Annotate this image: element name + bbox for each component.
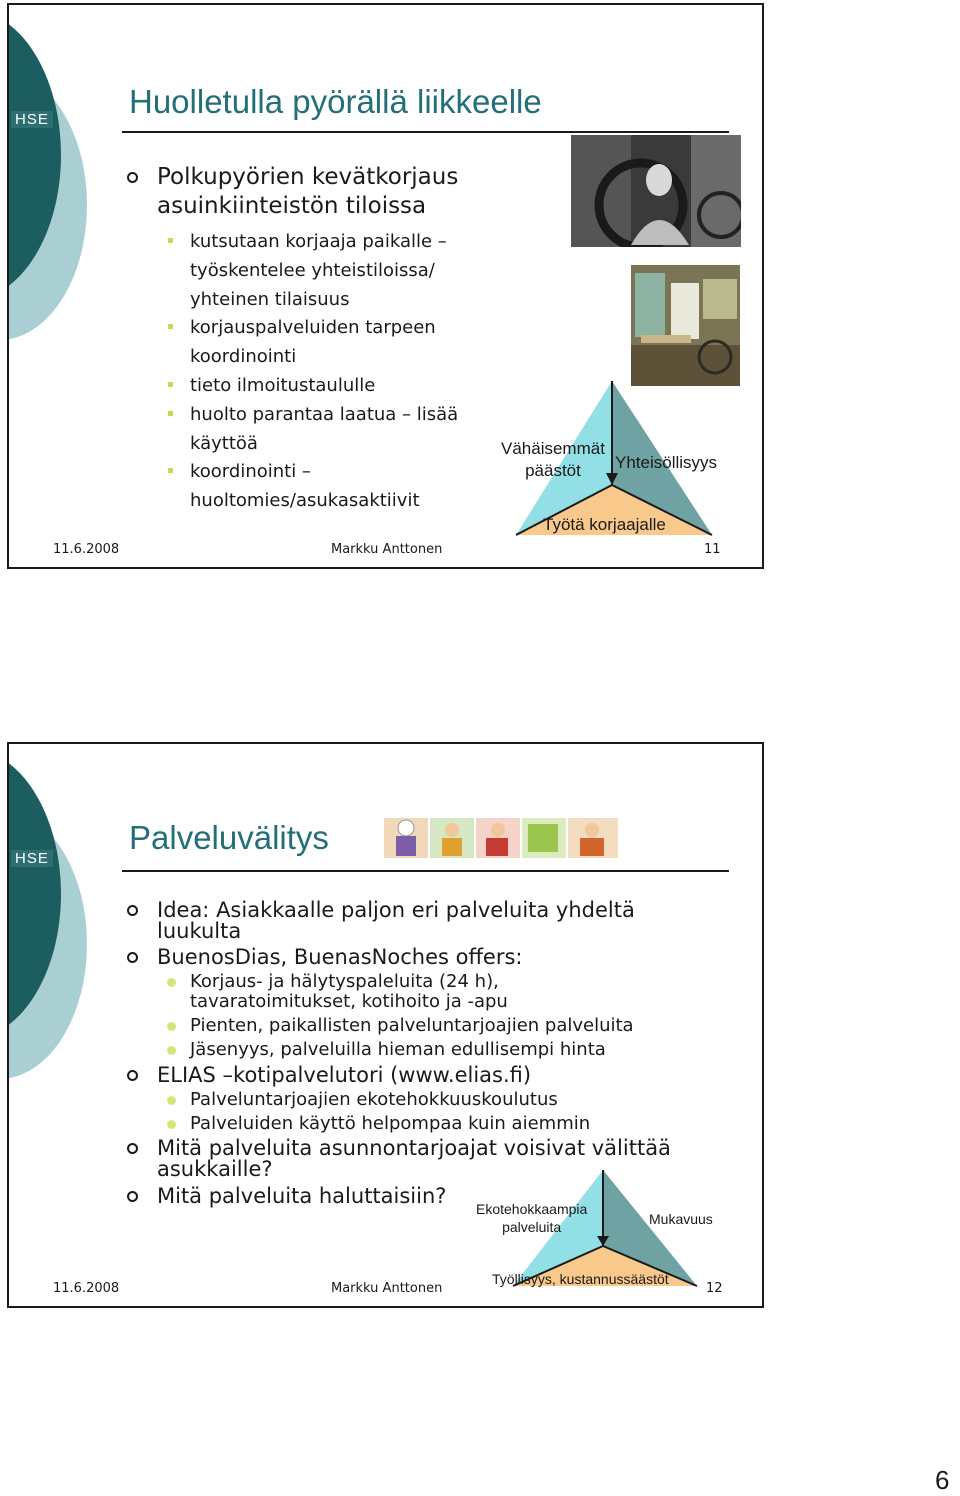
title-divider <box>122 870 729 872</box>
dot-bullet-icon <box>167 1096 176 1105</box>
hse-logo: HSE <box>11 111 53 128</box>
slide-11 <box>7 3 764 569</box>
hse-logo: HSE <box>11 850 53 867</box>
footer-page: 12 <box>706 1281 723 1296</box>
sub-bullet: Jäsenyys, palveluilla hieman edullisempi hinta <box>190 1040 606 1060</box>
footer-author: Markku Anttonen <box>331 542 443 557</box>
slide-decoration <box>9 5 99 569</box>
footer-date: 11.6.2008 <box>53 542 120 557</box>
sub-bullet: koordinointi – huoltomies/asukasaktiivit <box>190 457 420 515</box>
triangle-left-label: Vähäisemmät päästöt <box>501 439 605 480</box>
triangle-bottom-label: Työllisyys, kustannussäästöt <box>492 1271 669 1287</box>
bullet-level1: Idea: Asiakkaalle paljon eri palveluita yhdeltä luukulta <box>157 900 635 942</box>
sub-bullet: Korjaus- ja hälytyspaleluita (24 h), tavaratoimitukset, kotihoito ja -apu <box>190 972 508 1012</box>
sub-bullet: kutsutaan korjaaja paikalle – työskentelee yhteistiloissa/ yhteinen tilaisuus <box>190 227 447 314</box>
bicycle-repair-photo <box>571 135 741 247</box>
triangle-right-label: Mukavuus <box>649 1211 713 1227</box>
page-number: 6 <box>935 1465 950 1495</box>
dot-bullet-icon <box>167 1046 176 1055</box>
slide-title: Palveluvälitys <box>129 819 329 856</box>
bullet-level1: Polkupyörien kevätkorjaus asuinkiinteistön tiloissa <box>157 163 458 221</box>
circle-bullet-icon <box>127 1191 138 1202</box>
service-workers-clipart <box>382 816 622 860</box>
bullet-level1: BuenosDias, BuenasNoches offers: <box>157 947 523 968</box>
square-bullet-icon <box>168 411 173 416</box>
sub-bullet: Pienten, paikallisten palveluntarjoajien palveluita <box>190 1016 634 1036</box>
square-bullet-icon <box>168 238 173 243</box>
circle-bullet-icon <box>127 905 138 916</box>
bullet-level1: ELIAS –kotipalvelutori (www.elias.fi) <box>157 1065 531 1086</box>
triangle-right-label: Yhteisöllisyys <box>615 453 718 472</box>
circle-bullet-icon <box>127 1070 138 1081</box>
footer-author: Markku Anttonen <box>331 1281 443 1296</box>
square-bullet-icon <box>168 382 173 387</box>
slide-12 <box>7 742 764 1308</box>
slide-decoration <box>9 744 99 1308</box>
sub-bullet: korjauspalveluiden tarpeen koordinointi <box>190 313 436 371</box>
triangle-bottom-label: Työtä korjaajalle <box>543 515 666 534</box>
sub-bullet: tieto ilmoitustaululle <box>190 371 375 400</box>
triangle-left-label: Ekotehokkaampia palveluita <box>476 1201 588 1235</box>
circle-bullet-icon <box>127 952 138 963</box>
dot-bullet-icon <box>167 1022 176 1031</box>
bullet-level1: Mitä palveluita haluttaisiin? <box>157 1186 446 1207</box>
square-bullet-icon <box>168 468 173 473</box>
sub-bullet: huolto parantaa laatua – lisää käyttöä <box>190 400 458 458</box>
sub-bullet: Palveluiden käyttö helpompaa kuin aiemmin <box>190 1114 590 1134</box>
footer-page: 11 <box>704 542 721 557</box>
dot-bullet-icon <box>167 978 176 987</box>
title-divider <box>122 131 729 133</box>
repair-room-photo <box>631 265 740 386</box>
circle-bullet-icon <box>127 1143 138 1154</box>
square-bullet-icon <box>168 324 173 329</box>
dot-bullet-icon <box>167 1120 176 1129</box>
slide-title: Huolletulla pyörällä liikkeelle <box>129 83 542 120</box>
bullet-level1: Mitä palveluita asunnontarjoajat voisivat välittää asukkaille? <box>157 1138 671 1180</box>
sub-bullet: Palveluntarjoajien ekotehokkuuskoulutus <box>190 1090 558 1110</box>
circle-bullet-icon <box>127 172 138 183</box>
footer-date: 11.6.2008 <box>53 1281 120 1296</box>
